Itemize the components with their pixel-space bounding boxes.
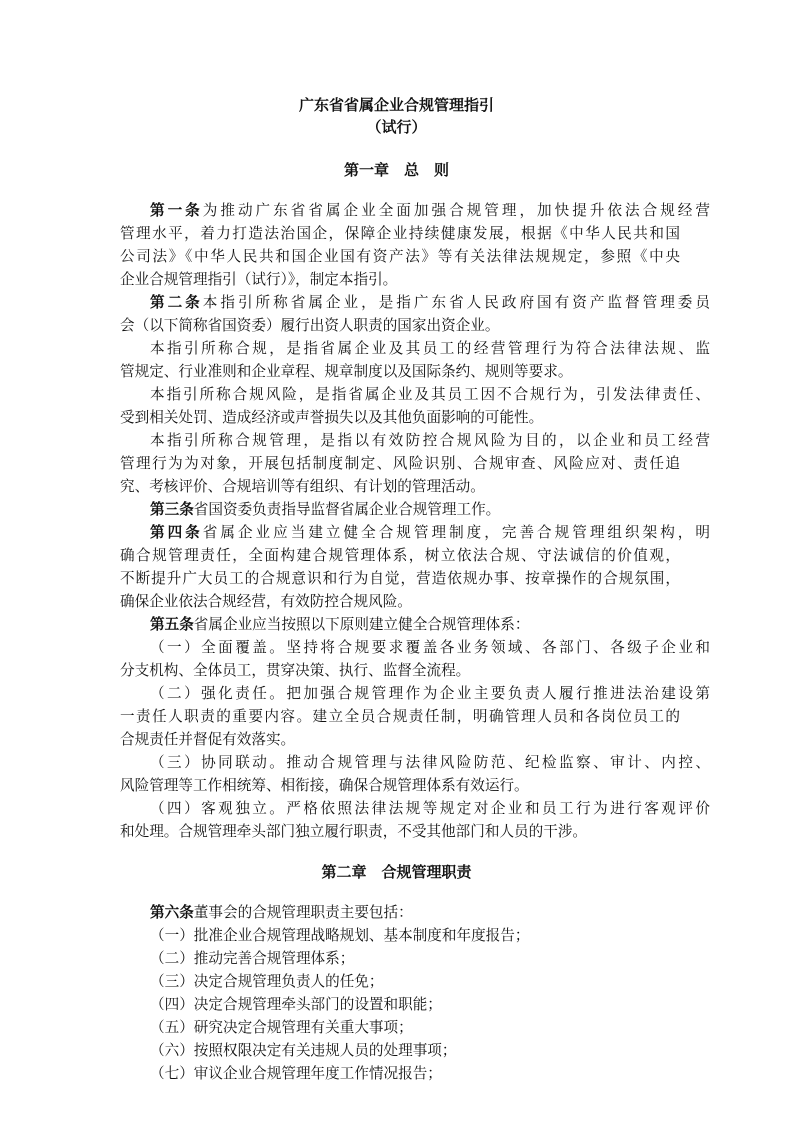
article-6-item-6: （六）按照权限决定有关违规人员的处理事项； xyxy=(150,1042,457,1059)
article-5-para-3-line-1: （三）协同联动。推动合规管理与法律风险防范、纪检监察、审计、内控、 xyxy=(150,754,710,771)
article-5-para-3-line-2: 风险管理等工作相统筹、相衔接，确保合规管理体系有效运行。 xyxy=(120,777,529,794)
article-2-para-2-line-1: 本指引所称合规，是指省属企业及其员工的经营管理行为符合法律法规、监 xyxy=(150,340,710,357)
article-5-para-2-line-1: （二）强化责任。把加强合规管理作为企业主要负责人履行推进法治建设第 xyxy=(150,685,710,702)
chapter-1-heading: 第一章 总 则 xyxy=(343,161,449,179)
doc-subtitle: （试行） xyxy=(366,118,427,136)
article-5-para-1-line-2: 分支机构、全体员工，贯穿决策、执行、监督全流程。 xyxy=(120,662,471,679)
article-6-label: 第六条 xyxy=(150,904,194,921)
article-5-label: 第五条 xyxy=(150,616,194,633)
article-2-line-2: 会（以下简称省国资委）履行出资人职责的国家出资企业。 xyxy=(120,317,500,334)
article-5-line-1: 第五条省属企业应当按照以下原则建立健全合规管理体系： xyxy=(150,616,530,633)
article-2-para-2-line-2: 管规定、行业准则和企业章程、规章制度以及国际条约、规则等要求。 xyxy=(120,363,573,380)
article-6-item-7: （七）审议企业合规管理年度工作情况报告； xyxy=(150,1065,442,1082)
article-6-line-1: 第六条董事会的合规管理职责主要包括： xyxy=(150,904,413,921)
article-1-line-2: 管理水平，着力打造法治国企，保障企业持续健康发展，根据《中华人民共和国 xyxy=(120,225,680,242)
article-4-line-3: 不断提升广大员工的合规意识和行为自觉，营造依规办事、按章操作的合规氛围， xyxy=(120,570,680,587)
article-2-para-4-line-1: 本指引所称合规管理，是指以有效防控合规风险为目的，以企业和员工经营 xyxy=(150,432,710,449)
article-2-para-4-line-2: 管理行为为对象，开展包括制度制定、风险识别、合规审查、风险应对、责任追 xyxy=(120,455,680,472)
article-5-para-2-line-2: 一责任人职责的重要内容。建立全员合规责任制，明确管理人员和各岗位员工的 xyxy=(120,708,680,725)
article-1-line-1: 第一条为推动广东省省属企业全面加强合规管理，加快提升依法合规经营 xyxy=(150,202,710,219)
article-5-para-4-line-1: （四）客观独立。严格依照法律法规等规定对企业和员工行为进行客观评价 xyxy=(150,800,710,817)
article-2-line-1: 第二条本指引所称省属企业，是指广东省人民政府国有资产监督管理委员 xyxy=(150,294,710,311)
article-1-line-4: 企业合规管理指引（试行）》，制定本指引。 xyxy=(120,271,398,288)
article-2-label: 第二条 xyxy=(150,294,203,311)
article-5-para-4-line-2: 和处理。合规管理牵头部门独立履行职责，不受其他部门和人员的干涉。 xyxy=(120,823,588,840)
article-2-para-3-line-1: 本指引所称合规风险，是指省属企业及其员工因不合规行为，引发法律责任、 xyxy=(150,386,710,403)
article-4-line-2: 确合规管理责任，全面构建合规管理体系，树立依法合规、守法诚信的价值观， xyxy=(120,547,680,564)
article-2-para-3-line-2: 受到相关处罚、造成经济或声誉损失以及其他负面影响的可能性。 xyxy=(120,409,544,426)
article-1-label: 第一条 xyxy=(150,202,203,219)
article-4-line-1: 第四条省属企业应当建立健全合规管理制度，完善合规管理组织架构，明 xyxy=(150,524,710,541)
article-1-line-3: 公司法》《中华人民共和国企业国有资产法》等有关法律法规规定，参照《中央 xyxy=(120,248,680,265)
chapter-2-heading: 第二章 合规管理职责 xyxy=(321,863,472,881)
article-5-para-2-line-3: 合规责任并督促有效落实。 xyxy=(120,731,296,748)
article-4-label: 第四条 xyxy=(150,524,203,541)
article-6-item-3: （三）决定合规管理负责人的任免； xyxy=(150,973,384,990)
article-6-item-5: （五）研究决定合规管理有关重大事项； xyxy=(150,1019,413,1036)
article-6-item-1: （一）批准企业合规管理战略规划、基本制度和年度报告； xyxy=(150,927,530,944)
article-2-para-4-line-3: 究、考核评价、合规培训等有组织、有计划的管理活动。 xyxy=(120,478,485,495)
article-4-line-4: 确保企业依法合规经营，有效防控合规风险。 xyxy=(120,593,412,610)
article-6-item-2: （二）推动完善合规管理体系； xyxy=(150,950,355,967)
doc-title: 广东省省属企业合规管理指引 xyxy=(298,96,494,114)
article-6-item-4: （四）决定合规管理牵头部门的设置和职能； xyxy=(150,996,442,1013)
article-3-label: 第三条 xyxy=(150,501,194,518)
article-5-para-1-line-1: （一）全面覆盖。坚持将合规要求覆盖各业务领域、各部门、各级子企业和 xyxy=(150,639,710,656)
article-3-line-1: 第三条省国资委负责指导监督省属企业合规管理工作。 xyxy=(150,501,501,518)
